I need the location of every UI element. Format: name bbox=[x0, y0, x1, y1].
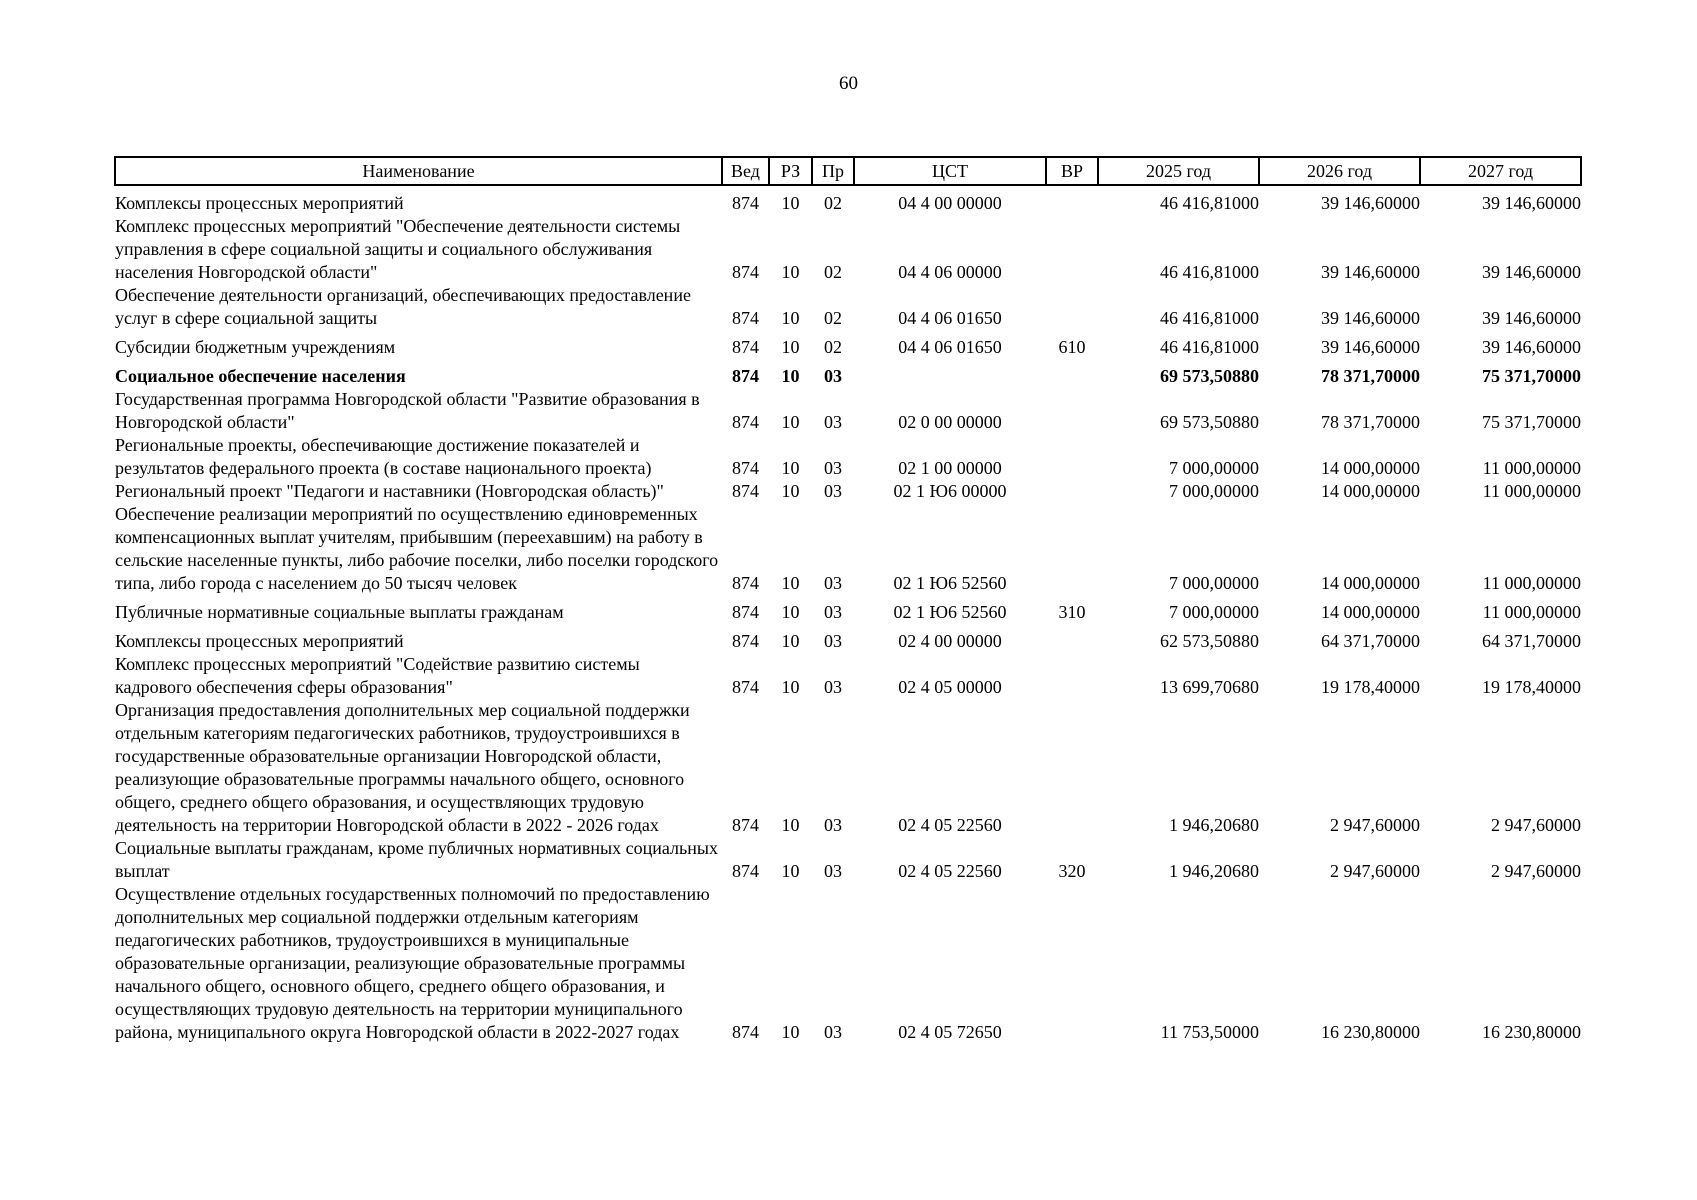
cell-name: Комплекс процессных мероприятий "Обеспечение деятельности системы управления в сфере социальной защиты и социального обслуживания населения Новгородской области" bbox=[115, 216, 681, 282]
cell-2027: 11 000,00000 bbox=[1482, 602, 1581, 622]
cell-2026: 14 000,00000 bbox=[1321, 573, 1420, 593]
table-body bbox=[115, 185, 1581, 1044]
table-row bbox=[115, 359, 1581, 388]
cell-pr: 03 bbox=[824, 677, 842, 697]
cell-vr bbox=[1046, 359, 1098, 388]
cell-2027: 11 000,00000 bbox=[1482, 481, 1581, 501]
table-row bbox=[115, 699, 1581, 837]
cell-pr: 03 bbox=[824, 481, 842, 501]
cell-pr: 02 bbox=[824, 308, 842, 328]
cell-2025: 1 946,20680 bbox=[1169, 861, 1259, 881]
cell-vr bbox=[1046, 284, 1098, 330]
cell-rz: 10 bbox=[781, 1022, 800, 1042]
cell-2027: 75 371,70000 bbox=[1482, 412, 1581, 432]
table-row bbox=[115, 595, 1581, 624]
cell-2026: 39 146,60000 bbox=[1321, 308, 1420, 328]
cell-ved: 874 bbox=[732, 262, 759, 282]
cell-cst: 04 4 00 00000 bbox=[898, 193, 1002, 213]
header-ved: Вед bbox=[722, 157, 769, 185]
cell-2025: 7 000,00000 bbox=[1169, 458, 1259, 478]
cell-2025: 11 753,50000 bbox=[1160, 1022, 1259, 1042]
cell-cst: 02 1 Ю6 52560 bbox=[893, 573, 1007, 593]
cell-cst bbox=[854, 359, 1046, 388]
cell-rz: 10 bbox=[781, 412, 800, 432]
budget-table bbox=[114, 156, 1582, 1044]
cell-2026: 2 947,60000 bbox=[1330, 861, 1420, 881]
cell-vr bbox=[1046, 480, 1098, 503]
header-pr: Пр bbox=[812, 157, 854, 185]
page-number: 60 bbox=[839, 73, 858, 94]
cell-2025: 46 416,81000 bbox=[1160, 308, 1259, 328]
cell-2025: 7 000,00000 bbox=[1169, 573, 1259, 593]
cell-cst: 02 1 Ю6 00000 bbox=[893, 481, 1007, 501]
table-header-row bbox=[115, 157, 1581, 185]
cell-rz: 10 bbox=[781, 573, 800, 593]
cell-pr: 03 bbox=[824, 573, 842, 593]
cell-name: Региональные проекты, обеспечивающие достижение показателей и результатов федерального проекта (в составе национального проекта) bbox=[115, 435, 652, 478]
header-vr: ВР bbox=[1046, 157, 1098, 185]
cell-ved: 874 bbox=[732, 481, 759, 501]
cell-cst: 04 4 06 00000 bbox=[898, 262, 1002, 282]
table-row bbox=[115, 883, 1581, 1044]
cell-2025: 7 000,00000 bbox=[1169, 481, 1259, 501]
cell-2027: 19 178,40000 bbox=[1482, 677, 1581, 697]
cell-vr bbox=[1046, 624, 1098, 653]
cell-2027: 39 146,60000 bbox=[1482, 337, 1581, 357]
cell-rz: 10 bbox=[781, 602, 800, 622]
cell-name: Субсидии бюджетным учреждениям bbox=[115, 337, 396, 357]
cell-rz: 10 bbox=[781, 458, 800, 478]
cell-cst: 02 4 05 72650 bbox=[898, 1022, 1002, 1042]
cell-vr bbox=[1046, 653, 1098, 699]
table-row bbox=[115, 624, 1581, 653]
cell-vr: 310 bbox=[1058, 602, 1086, 622]
cell-cst: 04 4 06 01650 bbox=[898, 308, 1002, 328]
cell-rz: 10 bbox=[781, 815, 800, 835]
cell-rz: 10 bbox=[781, 677, 800, 697]
cell-ved: 874 bbox=[732, 412, 759, 432]
cell-pr: 03 bbox=[824, 602, 842, 622]
cell-ved: 874 bbox=[732, 573, 759, 593]
cell-name: Социальные выплаты гражданам, кроме публичных нормативных социальных выплат bbox=[115, 838, 718, 881]
table-row bbox=[115, 215, 1581, 284]
cell-2026: 39 146,60000 bbox=[1321, 337, 1420, 357]
cell-rz: 10 bbox=[781, 481, 800, 501]
cell-ved: 874 bbox=[732, 1022, 759, 1042]
cell-pr: 03 bbox=[824, 861, 842, 881]
cell-2027: 64 371,70000 bbox=[1482, 631, 1581, 651]
cell-vr bbox=[1046, 434, 1098, 480]
cell-vr: 320 bbox=[1058, 861, 1086, 881]
cell-name: Публичные нормативные социальные выплаты гражданам bbox=[115, 602, 564, 622]
cell-pr: 02 bbox=[824, 193, 842, 213]
cell-name: Социальное обеспечение населения bbox=[115, 366, 406, 386]
cell-cst: 02 1 00 00000 bbox=[898, 458, 1002, 478]
cell-pr: 03 bbox=[824, 366, 842, 386]
cell-2027: 16 230,80000 bbox=[1482, 1022, 1581, 1042]
cell-pr: 03 bbox=[824, 412, 842, 432]
cell-rz: 10 bbox=[781, 631, 800, 651]
cell-2027: 75 371,70000 bbox=[1482, 366, 1581, 386]
cell-2027: 2 947,60000 bbox=[1491, 815, 1581, 835]
cell-cst: 02 4 05 00000 bbox=[898, 677, 1002, 697]
cell-cst: 02 4 05 22560 bbox=[898, 815, 1002, 835]
cell-vr bbox=[1046, 388, 1098, 434]
cell-2025: 46 416,81000 bbox=[1160, 262, 1259, 282]
cell-2027: 39 146,60000 bbox=[1482, 193, 1581, 213]
table-row bbox=[115, 284, 1581, 330]
cell-2025: 62 573,50880 bbox=[1160, 631, 1259, 651]
cell-ved: 874 bbox=[732, 308, 759, 328]
cell-name: Осуществление отдельных государственных полномочий по предоставлению дополнительных мер социальной поддержки отдельным категориям педагогических работников, трудоустроившихся в муниципальные образовательные организации, реализующие образовательные программы начального общего, основного общего, среднего общего образования, и осуществляющих трудовую деятельность на территории муниципального района, муниципального округа Новгородской области в 2022-2027 годах bbox=[115, 884, 710, 1042]
cell-2026: 14 000,00000 bbox=[1321, 602, 1420, 622]
cell-cst: 02 4 05 22560 bbox=[898, 861, 1002, 881]
cell-cst: 02 4 00 00000 bbox=[898, 631, 1002, 651]
cell-pr: 03 bbox=[824, 815, 842, 835]
cell-2025: 46 416,81000 bbox=[1160, 193, 1259, 213]
cell-rz: 10 bbox=[781, 861, 800, 881]
cell-rz: 10 bbox=[781, 262, 800, 282]
table-row bbox=[115, 434, 1581, 480]
cell-2026: 2 947,60000 bbox=[1330, 815, 1420, 835]
table-row bbox=[115, 480, 1581, 503]
header-rz: РЗ bbox=[769, 157, 812, 185]
cell-2026: 39 146,60000 bbox=[1321, 193, 1420, 213]
cell-vr bbox=[1046, 185, 1098, 215]
cell-vr bbox=[1046, 883, 1098, 1044]
cell-vr bbox=[1046, 215, 1098, 284]
cell-2026: 16 230,80000 bbox=[1321, 1022, 1420, 1042]
cell-name: Организация предоставления дополнительных мер социальной поддержки отдельным категориям педагогических работников, трудоустроившихся в государственные образовательные организации Новгородской области, реализующие образовательные программы начального общего, основного общего, среднего общего образования, и осуществляющих трудовую деятельность на территории Новгородской области в 2022 - 2026 годах bbox=[115, 700, 690, 835]
header-cst: ЦСТ bbox=[854, 157, 1046, 185]
cell-cst: 02 1 Ю6 52560 bbox=[893, 602, 1007, 622]
cell-2026: 19 178,40000 bbox=[1321, 677, 1420, 697]
cell-rz: 10 bbox=[781, 308, 800, 328]
table-row bbox=[115, 330, 1581, 359]
cell-ved: 874 bbox=[732, 458, 759, 478]
cell-2026: 64 371,70000 bbox=[1321, 631, 1420, 651]
cell-rz: 10 bbox=[781, 193, 800, 213]
cell-rz: 10 bbox=[781, 366, 800, 386]
cell-2026: 39 146,60000 bbox=[1321, 262, 1420, 282]
cell-ved: 874 bbox=[732, 193, 759, 213]
cell-2025: 1 946,20680 bbox=[1169, 815, 1259, 835]
cell-ved: 874 bbox=[732, 815, 759, 835]
cell-pr: 03 bbox=[824, 1022, 842, 1042]
cell-pr: 02 bbox=[824, 262, 842, 282]
cell-pr: 03 bbox=[824, 458, 842, 478]
cell-rz: 10 bbox=[781, 337, 800, 357]
cell-vr: 610 bbox=[1058, 337, 1086, 357]
cell-ved: 874 bbox=[732, 631, 759, 651]
cell-name: Государственная программа Новгородской области "Развитие образования в Новгородской области" bbox=[115, 389, 700, 432]
cell-vr bbox=[1046, 503, 1098, 595]
header-2025: 2025 год bbox=[1098, 157, 1259, 185]
cell-2027: 2 947,60000 bbox=[1491, 861, 1581, 881]
cell-2025: 69 573,50880 bbox=[1160, 366, 1259, 386]
header-name: Наименование bbox=[115, 157, 722, 185]
cell-name: Комплексы процессных мероприятий bbox=[115, 193, 404, 213]
cell-name: Обеспечение деятельности организаций, обеспечивающих предоставление услуг в сфере социальной защиты bbox=[115, 285, 691, 328]
table-row bbox=[115, 653, 1581, 699]
cell-2025: 46 416,81000 bbox=[1160, 337, 1259, 357]
cell-name: Региональный проект "Педагоги и наставники (Новгородская область)" bbox=[115, 481, 664, 501]
header-2026: 2026 год bbox=[1259, 157, 1420, 185]
cell-2027: 11 000,00000 bbox=[1482, 458, 1581, 478]
cell-2025: 7 000,00000 bbox=[1169, 602, 1259, 622]
cell-pr: 03 bbox=[824, 631, 842, 651]
cell-2025: 13 699,70680 bbox=[1160, 677, 1259, 697]
cell-cst: 02 0 00 00000 bbox=[898, 412, 1002, 432]
cell-ved: 874 bbox=[732, 861, 759, 881]
table-row bbox=[115, 503, 1581, 595]
cell-ved: 874 bbox=[732, 602, 759, 622]
cell-pr: 02 bbox=[824, 337, 842, 357]
cell-name: Обеспечение реализации мероприятий по осуществлению единовременных компенсационных выплат учителям, прибывшим (переехавшим) на работу в сельские населенные пункты, либо рабочие поселки, либо поселки городского типа, либо города с населением до 50 тысяч человек bbox=[115, 504, 719, 593]
table-row bbox=[115, 185, 1581, 215]
table-row bbox=[115, 388, 1581, 434]
cell-ved: 874 bbox=[732, 677, 759, 697]
cell-ved: 874 bbox=[732, 337, 759, 357]
cell-2026: 78 371,70000 bbox=[1321, 366, 1420, 386]
cell-cst: 04 4 06 01650 bbox=[898, 337, 1002, 357]
cell-vr bbox=[1046, 699, 1098, 837]
header-2027: 2027 год bbox=[1420, 157, 1581, 185]
cell-name: Комплексы процессных мероприятий bbox=[115, 631, 404, 651]
cell-2027: 39 146,60000 bbox=[1482, 308, 1581, 328]
cell-2026: 14 000,00000 bbox=[1321, 481, 1420, 501]
cell-2026: 14 000,00000 bbox=[1321, 458, 1420, 478]
cell-name: Комплекс процессных мероприятий "Содействие развитию системы кадрового обеспечения сферы образования" bbox=[115, 654, 640, 697]
table-row bbox=[115, 837, 1581, 883]
cell-2027: 11 000,00000 bbox=[1482, 573, 1581, 593]
cell-2026: 78 371,70000 bbox=[1321, 412, 1420, 432]
cell-2025: 69 573,50880 bbox=[1160, 412, 1259, 432]
cell-2027: 39 146,60000 bbox=[1482, 262, 1581, 282]
cell-ved: 874 bbox=[732, 366, 759, 386]
